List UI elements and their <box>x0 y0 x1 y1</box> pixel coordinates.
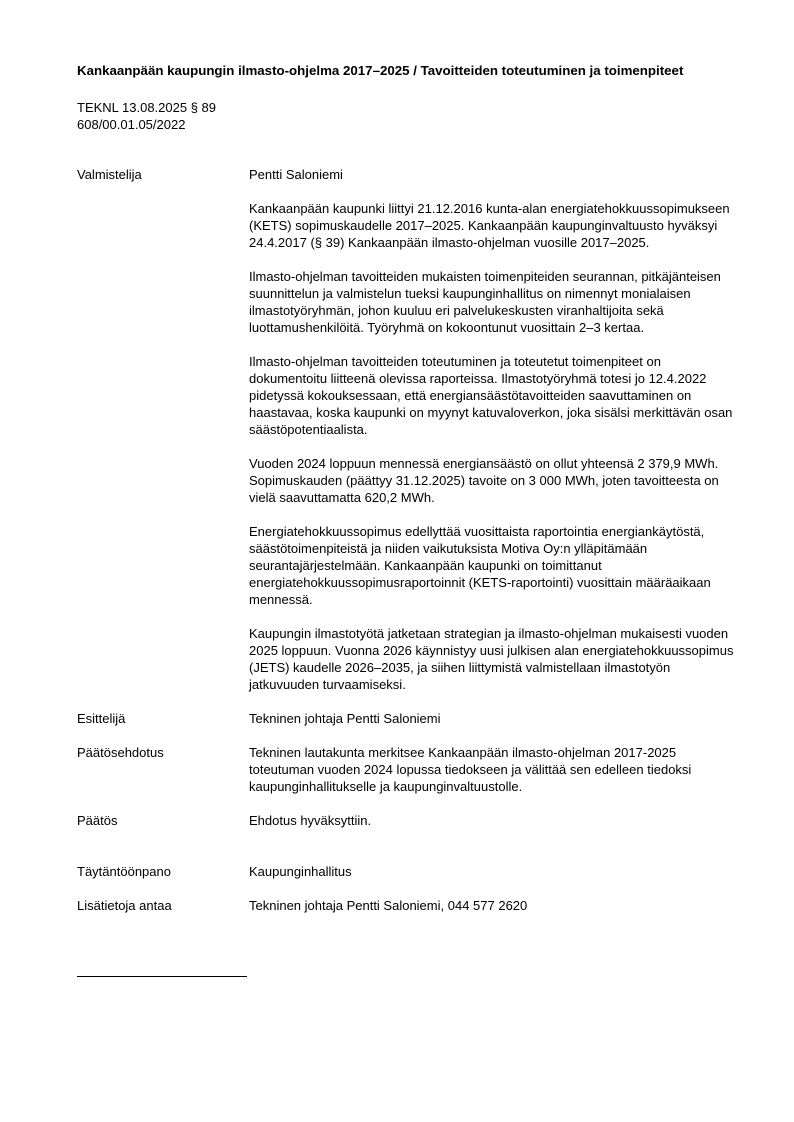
diary-number: 608/00.01.05/2022 <box>77 117 186 132</box>
section-paatosehdotus <box>77 744 737 795</box>
section-content: Tekninen lautakunta merkitsee Kankaanpään ilmasto-ohjelman 2017-2025 toteutuman vuoden 2024 lopussa tiedokseen ja välittää sen edelleen tiedoksi kaupunginhallitukselle ja kaupunginvaltuustolle. <box>249 745 692 794</box>
meeting-reference: TEKNL 13.08.2025 § 89 <box>77 100 217 115</box>
body-paragraph: Kaupungin ilmastotyötä jatketaan strategian ja ilmasto-ohjelman mukaisesti vuoden 2025 loppuun. Vuonna 2026 käynnistyy uusi julkisen alan energiatehokkuussopimus (JETS) kaudelle 2026–2035, ja siihen liittymistä valmistellaan ilmastotyön jatkuvuuden turvaamiseksi. <box>249 626 734 692</box>
section-label: Esittelijä <box>77 711 126 726</box>
section-content: Ehdotus hyväksyttiin. <box>249 813 372 828</box>
section-content: Tekninen johtaja Pentti Saloniemi, 044 577 2620 <box>249 898 528 913</box>
section-label: Täytäntöönpano <box>77 864 171 879</box>
signature-divider <box>77 976 247 977</box>
section-content <box>249 166 737 693</box>
section-content: Tekninen johtaja Pentti Saloniemi <box>249 711 441 726</box>
body-paragraph: Ilmasto-ohjelman tavoitteiden toteutuminen ja toteutetut toimenpiteet on dokumentoitu liitteenä olevissa raporteissa. Ilmastotyöryhmä totesi jo 12.4.2022 pidetyssä kokouksessaan, että energiansäästötavoitteiden saavuttaminen on haastavaa, koska kaupunki on myynyt katuvaloverkon, joka sisälsi merkittävän osan säästöpotentiaalista. <box>249 354 733 437</box>
section-label: Valmistelija <box>77 167 142 182</box>
body-paragraph: Vuoden 2024 loppuun mennessä energiansäästö on ollut yhteensä 2 379,9 MWh. Sopimuskauden (päättyy 31.12.2025) tavoite on 3 000 MWh, joten tavoitteesta on vielä saavuttamatta 620,2 MWh. <box>249 456 719 505</box>
meeting-meta <box>77 99 737 133</box>
section-content: Kaupunginhallitus <box>249 864 352 879</box>
section-lisatietoja <box>77 897 737 914</box>
body-paragraph: Ilmasto-ohjelman tavoitteiden mukaisten toimenpiteiden seurannan, pitkäjänteisen suunnittelun ja valmistelun tueksi kaupunginhallitus on nimennyt monialaisen ilmastotyöryhmän, johon kuuluu eri palvelukeskusten viranhaltijoita sekä luottamushenkilöitä. Työryhmä on kokoontunut vuosittain 2–3 kertaa. <box>249 269 721 335</box>
section-taytantoonpano <box>77 863 737 880</box>
section-label: Lisätietoja antaa <box>77 898 172 913</box>
section-label: Päätösehdotus <box>77 745 164 760</box>
section-valmistelija <box>77 166 737 693</box>
document-title: Kankaanpään kaupungin ilmasto-ohjelma 2017–2025 / Tavoitteiden toteutuminen ja toimenpiteet <box>77 63 684 78</box>
body-paragraph: Kankaanpään kaupunki liittyi 21.12.2016 kunta-alan energiatehokkuussopimukseen (KETS) sopimuskaudelle 2017–2025. Kankaanpään kaupunginvaltuusto hyväksyi 24.4.2017 (§ 39) Kankaanpään ilmasto-ohjelman vuosille 2017–2025. <box>249 201 730 250</box>
section-label: Päätös <box>77 813 118 828</box>
preparer-name: Pentti Saloniemi <box>249 167 343 182</box>
body-paragraph: Energiatehokkuussopimus edellyttää vuosittaista raportointia energiankäytöstä, säästötoimenpiteistä ja niiden vaikutuksista Motiva Oy:n ylläpitämään seurantajärjestelmään. Kankaanpään kaupunki on toimittanut energiatehokkuussopimusraportoinnit (KETS-raportointi) vuosittain määräaikaan mennessä. <box>249 524 711 607</box>
document-page <box>77 62 737 914</box>
section-paatos <box>77 812 737 829</box>
section-esittelija <box>77 710 737 727</box>
